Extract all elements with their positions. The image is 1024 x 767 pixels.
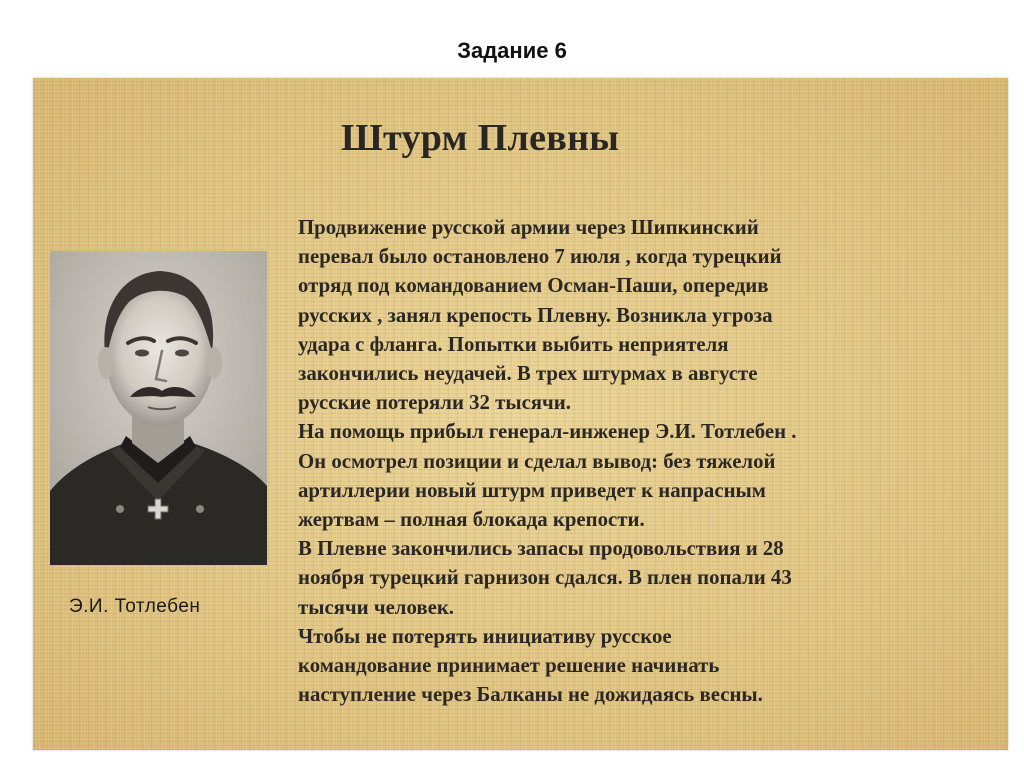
body-line: В Плевне закончились запасы продовольствия и 28: [298, 537, 784, 561]
body-line: закончились неудачей. В трех штурмах в августе: [298, 362, 758, 386]
body-line: артиллерии новый штурм приведет к напрасным: [298, 478, 766, 502]
portrait-image: [50, 251, 267, 565]
body-line: русских , занял крепость Плевну. Возникла угроза: [298, 303, 773, 327]
portrait-photo-icon: [50, 251, 267, 565]
body-line: тысячи человек.: [298, 595, 454, 619]
body-line: удара с фланга. Попытки выбить неприятеля: [298, 332, 729, 356]
body-line: жертвам – полная блокада крепости.: [298, 508, 645, 532]
body-line: Чтобы не потерять инициативу русское: [298, 624, 672, 648]
body-text: [298, 213, 978, 709]
body-line: ноября турецкий гарнизон сдался. В плен попали 43: [298, 566, 792, 590]
body-line: наступление через Балканы не дожидаясь весны.: [298, 683, 763, 707]
body-line: отряд под командованием Осман-Паши, опередив: [298, 274, 769, 298]
slide: [33, 78, 1008, 750]
body-line: перевал было остановлено 7 июля , когда турецкий: [298, 245, 782, 269]
portrait-caption: Э.И. Тотлебен: [69, 596, 201, 617]
slide-title: Штурм Плевны: [341, 117, 620, 159]
body-line: Продвижение русской армии через Шипкинский: [298, 216, 759, 239]
task-header: Задание 6: [457, 38, 567, 63]
body-line: командование принимает решение начинать: [298, 654, 720, 678]
body-line: русские потеряли 32 тысячи.: [298, 391, 571, 415]
body-line: Он осмотрел позиции и сделал вывод: без тяжелой: [298, 449, 776, 473]
body-line: На помощь прибыл генерал-инженер Э.И. Тотлебен .: [298, 420, 797, 444]
